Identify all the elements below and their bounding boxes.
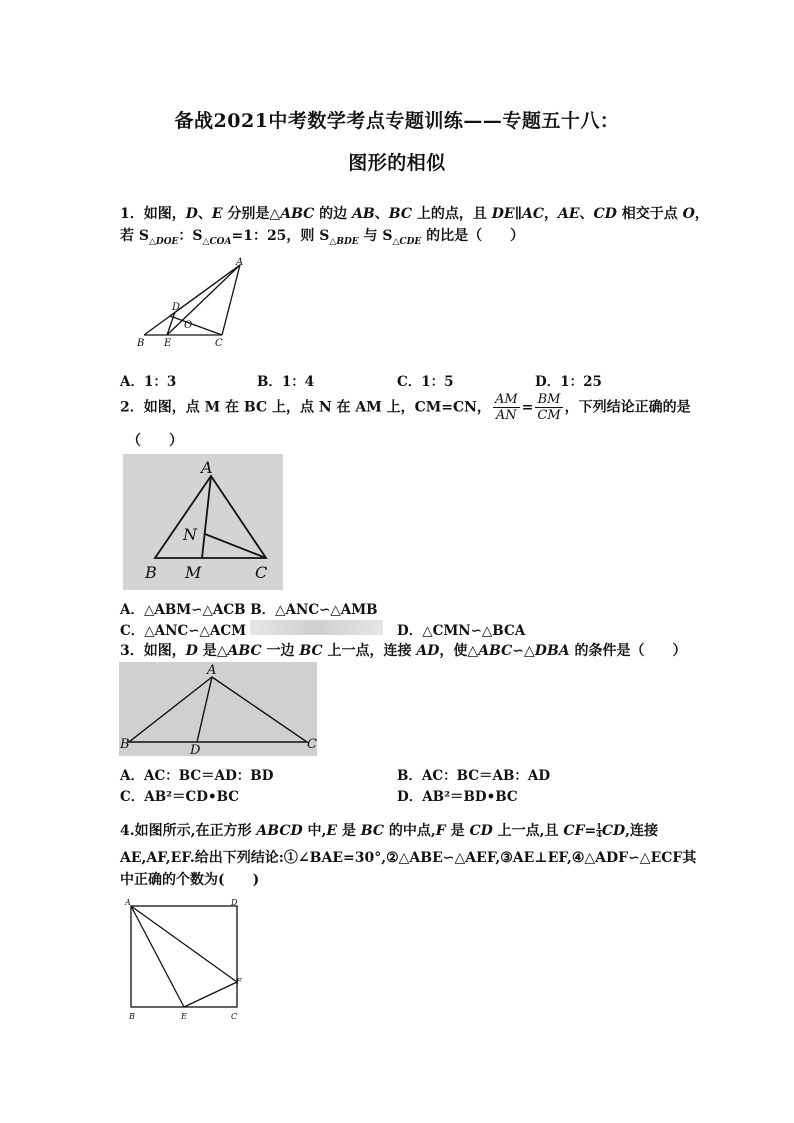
q3-option-b[interactable]: B．AC：BC＝AB：AD xyxy=(397,768,551,784)
q3-option-c[interactable]: C．AB²＝CD•BC xyxy=(120,789,240,805)
q1-label-d: D xyxy=(172,302,181,313)
q1-line1: 1．如图，D、E 分别是△ABC 的边 AB、BC 上的点，且 DE∥AC，AE、CD 相交于点 O， xyxy=(120,206,709,222)
q3-label-b: B xyxy=(120,737,130,752)
q2-fraction-bm-cm: $\frac{BM}{CM}$ xyxy=(537,392,561,423)
redacted-region xyxy=(250,620,383,635)
q3-option-a[interactable]: A．AC：BC＝AD：BD xyxy=(120,768,274,784)
page-title: 备战2021中考数学考点专题训练——专题五十八： xyxy=(174,110,620,132)
q4-label-e: E xyxy=(181,1012,187,1021)
q3-label-c: C xyxy=(307,737,317,752)
q4-figure xyxy=(122,896,252,1022)
q1-line2: 若 $S_{\triangle DOE}$：$S_{\triangle COA}=1$：25，则 $S_{\triangle BDE}$ 与 $S_{\triangle CDE}$ 的比是（ ） xyxy=(120,228,525,247)
q4-label-c: C xyxy=(231,1012,238,1021)
q2-label-a: A xyxy=(201,458,213,477)
page-subtitle: 图形的相似 xyxy=(348,152,446,174)
q2-label-b: B xyxy=(145,563,157,582)
q4-fraction-one-quarter: $\frac{1}{4}$ xyxy=(596,821,602,839)
q1-label-b: B xyxy=(137,338,145,349)
q4-label-d: D xyxy=(231,898,238,907)
q2-figure xyxy=(123,454,283,590)
q1-label-o: O xyxy=(184,320,193,331)
q3-line: 3．如图，D 是△ABC 一边 BC 上一点，连接 AD，使△ABC∽△DBA 的条件是（ ） xyxy=(120,643,687,659)
q2-label-c: C xyxy=(255,563,268,582)
q2-label-m: M xyxy=(185,563,202,582)
q4-line2: AE,AF,EF.给出下列结论:①∠BAE=30°,②△ABE∽△AEF,③AE⊥EF,④△ADF∽△ECF其 xyxy=(120,850,697,866)
q4-label-a: A xyxy=(125,898,131,907)
q3-option-d[interactable]: D．AB²＝BD•BC xyxy=(397,789,518,805)
q2-option-d[interactable]: D．△CMN∽△BCA xyxy=(397,623,526,639)
q3-figure xyxy=(119,662,317,756)
q2-line1: 2．如图，点 M 在 BC 上，点 N 在 AM 上，CM=CN， $\frac{AM}{AN}$ = $\frac{BM}{CM}$ ，下列结论正确的是 xyxy=(120,392,691,423)
q2-option-ab[interactable]: A．△ABM∽△ACB B．△ANC∽△AMB xyxy=(120,602,378,618)
q3-label-a: A xyxy=(207,663,217,678)
q1-label-c: C xyxy=(215,338,223,349)
q1-option-c[interactable]: C．1：5 xyxy=(397,374,454,390)
q4-label-b: B xyxy=(129,1012,135,1021)
q1-option-b[interactable]: B．1：4 xyxy=(257,374,315,390)
q2-option-c[interactable]: C．△ANC∽△ACM xyxy=(120,623,247,639)
q2-fraction-am-an: $\frac{AM}{AN}$ xyxy=(494,392,518,423)
q4-line3: 中正确的个数为( ) xyxy=(120,872,260,888)
q1-option-a[interactable]: A．1：3 xyxy=(120,374,177,390)
q4-line1: 4.如图所示,在正方形 ABCD 中,E 是 BC 的中点,F 是 CD 上一点,且 CF= $\frac{1}{4}CD$,连接 xyxy=(120,821,658,839)
q2-label-n: N xyxy=(183,525,197,544)
q3-label-d: D xyxy=(190,743,201,756)
q1-option-d[interactable]: D．1：25 xyxy=(535,374,602,390)
q2-line2: （ ） xyxy=(127,433,183,449)
q1-figure xyxy=(130,255,260,355)
q1-label-a: A xyxy=(236,257,244,268)
q4-label-f: F xyxy=(236,977,242,986)
q1-label-e: E xyxy=(164,338,172,349)
